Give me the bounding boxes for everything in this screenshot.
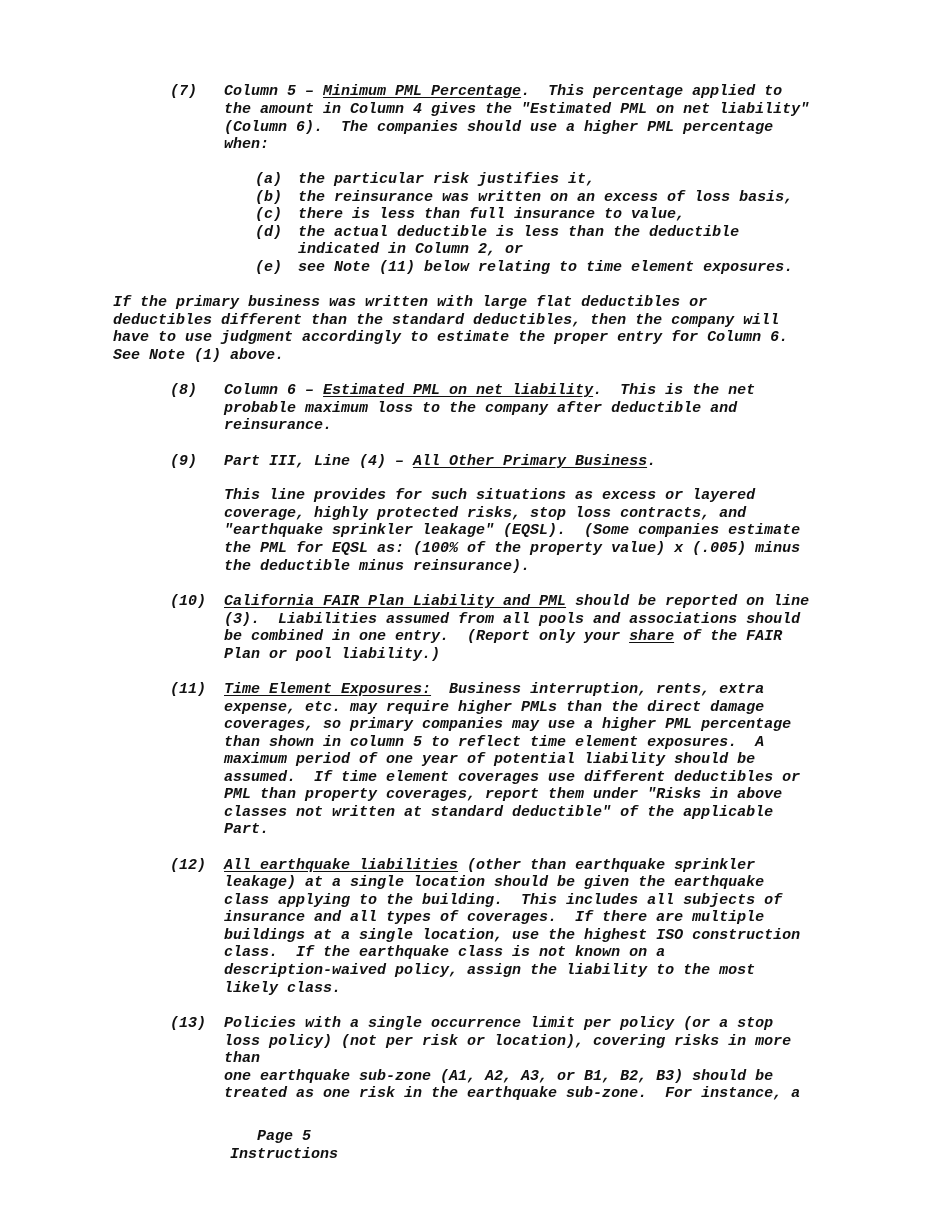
paragraph-line-1: If the primary business was written with large flat deductibles or bbox=[113, 294, 708, 311]
item-8-line-2: probable maximum loss to the company after deductible and bbox=[224, 400, 738, 417]
item-13-line-1: Policies with a single occurrence limit per policy (or a stop bbox=[224, 1015, 774, 1032]
item-7-line-4: when: bbox=[224, 136, 270, 153]
sub-item-d-line-1: the actual deductible is less than the deductible bbox=[298, 224, 740, 241]
item-11-line-9: Part. bbox=[224, 821, 270, 838]
item-8-line-1 bbox=[224, 382, 755, 399]
item-12-heading: All earthquake liabilities bbox=[224, 857, 459, 874]
item-9-heading: All Other Primary Business bbox=[413, 453, 648, 470]
item-11-line-8: classes not written at standard deductible" of the applicable bbox=[224, 804, 774, 821]
item-9-body-line-1: This line provides for such situations as excess or layered bbox=[224, 487, 756, 504]
item-7-line-1 bbox=[224, 83, 782, 100]
item-11-line-1 bbox=[224, 681, 764, 698]
item-8-text: Column 6 – bbox=[224, 382, 324, 399]
item-7-number: (7) bbox=[170, 83, 198, 100]
item-9-body-line-5: the deductible minus reinsurance). bbox=[224, 558, 531, 575]
item-7-text: Column 5 – bbox=[224, 83, 324, 100]
item-11-text: Business interruption, rents, extra bbox=[431, 681, 765, 698]
item-9-number: (9) bbox=[170, 453, 198, 470]
item-10-number: (10) bbox=[170, 593, 207, 610]
sub-item-d-line-2: indicated in Column 2, or bbox=[298, 241, 524, 258]
paragraph-line-4: See Note (1) above. bbox=[113, 347, 285, 364]
item-12-line-1 bbox=[224, 857, 755, 874]
item-10-text: of the FAIR bbox=[674, 628, 783, 645]
item-7-text: . This percentage applied to bbox=[521, 83, 783, 100]
item-10-line-3 bbox=[224, 628, 782, 645]
sub-item-c: there is less than full insurance to value, bbox=[298, 206, 686, 223]
item-8-text: . This is the net bbox=[593, 382, 756, 399]
item-12-line-6: class. If the earthquake class is not known on a bbox=[224, 944, 666, 961]
item-13-line-5: treated as one risk in the earthquake sub-zone. For instance, a bbox=[224, 1085, 801, 1102]
item-8-number: (8) bbox=[170, 382, 198, 399]
item-12-line-7: description-waived policy, assign the liability to the most bbox=[224, 962, 756, 979]
item-12-number: (12) bbox=[170, 857, 207, 874]
item-11-number: (11) bbox=[170, 681, 207, 698]
item-11-heading: Time Element Exposures: bbox=[224, 681, 432, 698]
paragraph-line-2: deductibles different than the standard deductibles, then the company will bbox=[113, 312, 780, 329]
item-12-line-2: leakage) at a single location should be given the earthquake bbox=[224, 874, 765, 891]
sub-item-c-label: (c) bbox=[255, 206, 283, 223]
item-11-line-3: coverages, so primary companies may use a higher PML percentage bbox=[224, 716, 792, 733]
item-10-text: should be reported on line bbox=[566, 593, 810, 610]
item-13-line-4: one earthquake sub-zone (A1, A2, A3, or B1, B2, B3) should be bbox=[224, 1068, 774, 1085]
item-10-line-1 bbox=[224, 593, 809, 610]
item-13-line-2: loss policy) (not per risk or location), covering risks in more bbox=[224, 1033, 792, 1050]
footer-section: Instructions bbox=[230, 1146, 339, 1163]
item-9-body-line-2: coverage, highly protected risks, stop loss contracts, and bbox=[224, 505, 747, 522]
item-7-heading: Minimum PML Percentage bbox=[323, 83, 522, 100]
item-9-line-1 bbox=[224, 453, 656, 470]
item-12-line-3: class applying to the building. This includes all subjects of bbox=[224, 892, 783, 909]
sub-item-b: the reinsurance was written on an excess of loss basis, bbox=[298, 189, 794, 206]
item-8-heading: Estimated PML on net liability bbox=[323, 382, 594, 399]
item-7-line-2: the amount in Column 4 gives the "Estimated PML on net liability" bbox=[224, 101, 810, 118]
item-10-share-word: share bbox=[629, 628, 675, 645]
sub-item-e-label: (e) bbox=[255, 259, 283, 276]
item-10-heading: California FAIR Plan Liability and PML bbox=[224, 593, 567, 610]
item-9-body-line-4: the PML for EQSL as: (100% of the property value) x (.005) minus bbox=[224, 540, 801, 557]
item-11-line-4: than shown in column 5 to reflect time element exposures. A bbox=[224, 734, 765, 751]
sub-item-d-label: (d) bbox=[255, 224, 283, 241]
item-13-line-3: than bbox=[224, 1050, 261, 1067]
item-11-line-7: PML than property coverages, report them under "Risks in above bbox=[224, 786, 783, 803]
item-12-line-5: buildings at a single location, use the highest ISO construction bbox=[224, 927, 801, 944]
sub-item-a-label: (a) bbox=[255, 171, 283, 188]
paragraph-line-3: have to use judgment accordingly to estimate the proper entry for Column 6. bbox=[113, 329, 789, 346]
item-11-line-6: assumed. If time element coverages use different deductibles or bbox=[224, 769, 801, 786]
item-12-line-4: insurance and all types of coverages. If there are multiple bbox=[224, 909, 765, 926]
item-13-number: (13) bbox=[170, 1015, 207, 1032]
item-10-line-2: (3). Liabilities assumed from all pools and associations should bbox=[224, 611, 801, 628]
item-10-line-4: Plan or pool liability.) bbox=[224, 646, 441, 663]
item-12-text: (other than earthquake sprinkler bbox=[458, 857, 756, 874]
item-11-line-2: expense, etc. may require higher PMLs than the direct damage bbox=[224, 699, 765, 716]
item-9-text: Part III, Line (4) – bbox=[224, 453, 414, 470]
item-10-text: be combined in one entry. (Report only your bbox=[224, 628, 630, 645]
item-9-body-line-3: "earthquake sprinkler leakage" (EQSL). (Some companies estimate bbox=[224, 522, 801, 539]
sub-item-b-label: (b) bbox=[255, 189, 283, 206]
sub-item-e: see Note (11) below relating to time element exposures. bbox=[298, 259, 794, 276]
item-12-line-8: likely class. bbox=[224, 980, 342, 997]
footer-page-number: Page 5 bbox=[257, 1128, 312, 1145]
item-7-line-3: (Column 6). The companies should use a higher PML percentage bbox=[224, 119, 774, 136]
item-8-line-3: reinsurance. bbox=[224, 417, 333, 434]
item-11-line-5: maximum period of one year of potential liability should be bbox=[224, 751, 756, 768]
item-9-text: . bbox=[647, 453, 657, 470]
sub-item-a: the particular risk justifies it, bbox=[298, 171, 596, 188]
